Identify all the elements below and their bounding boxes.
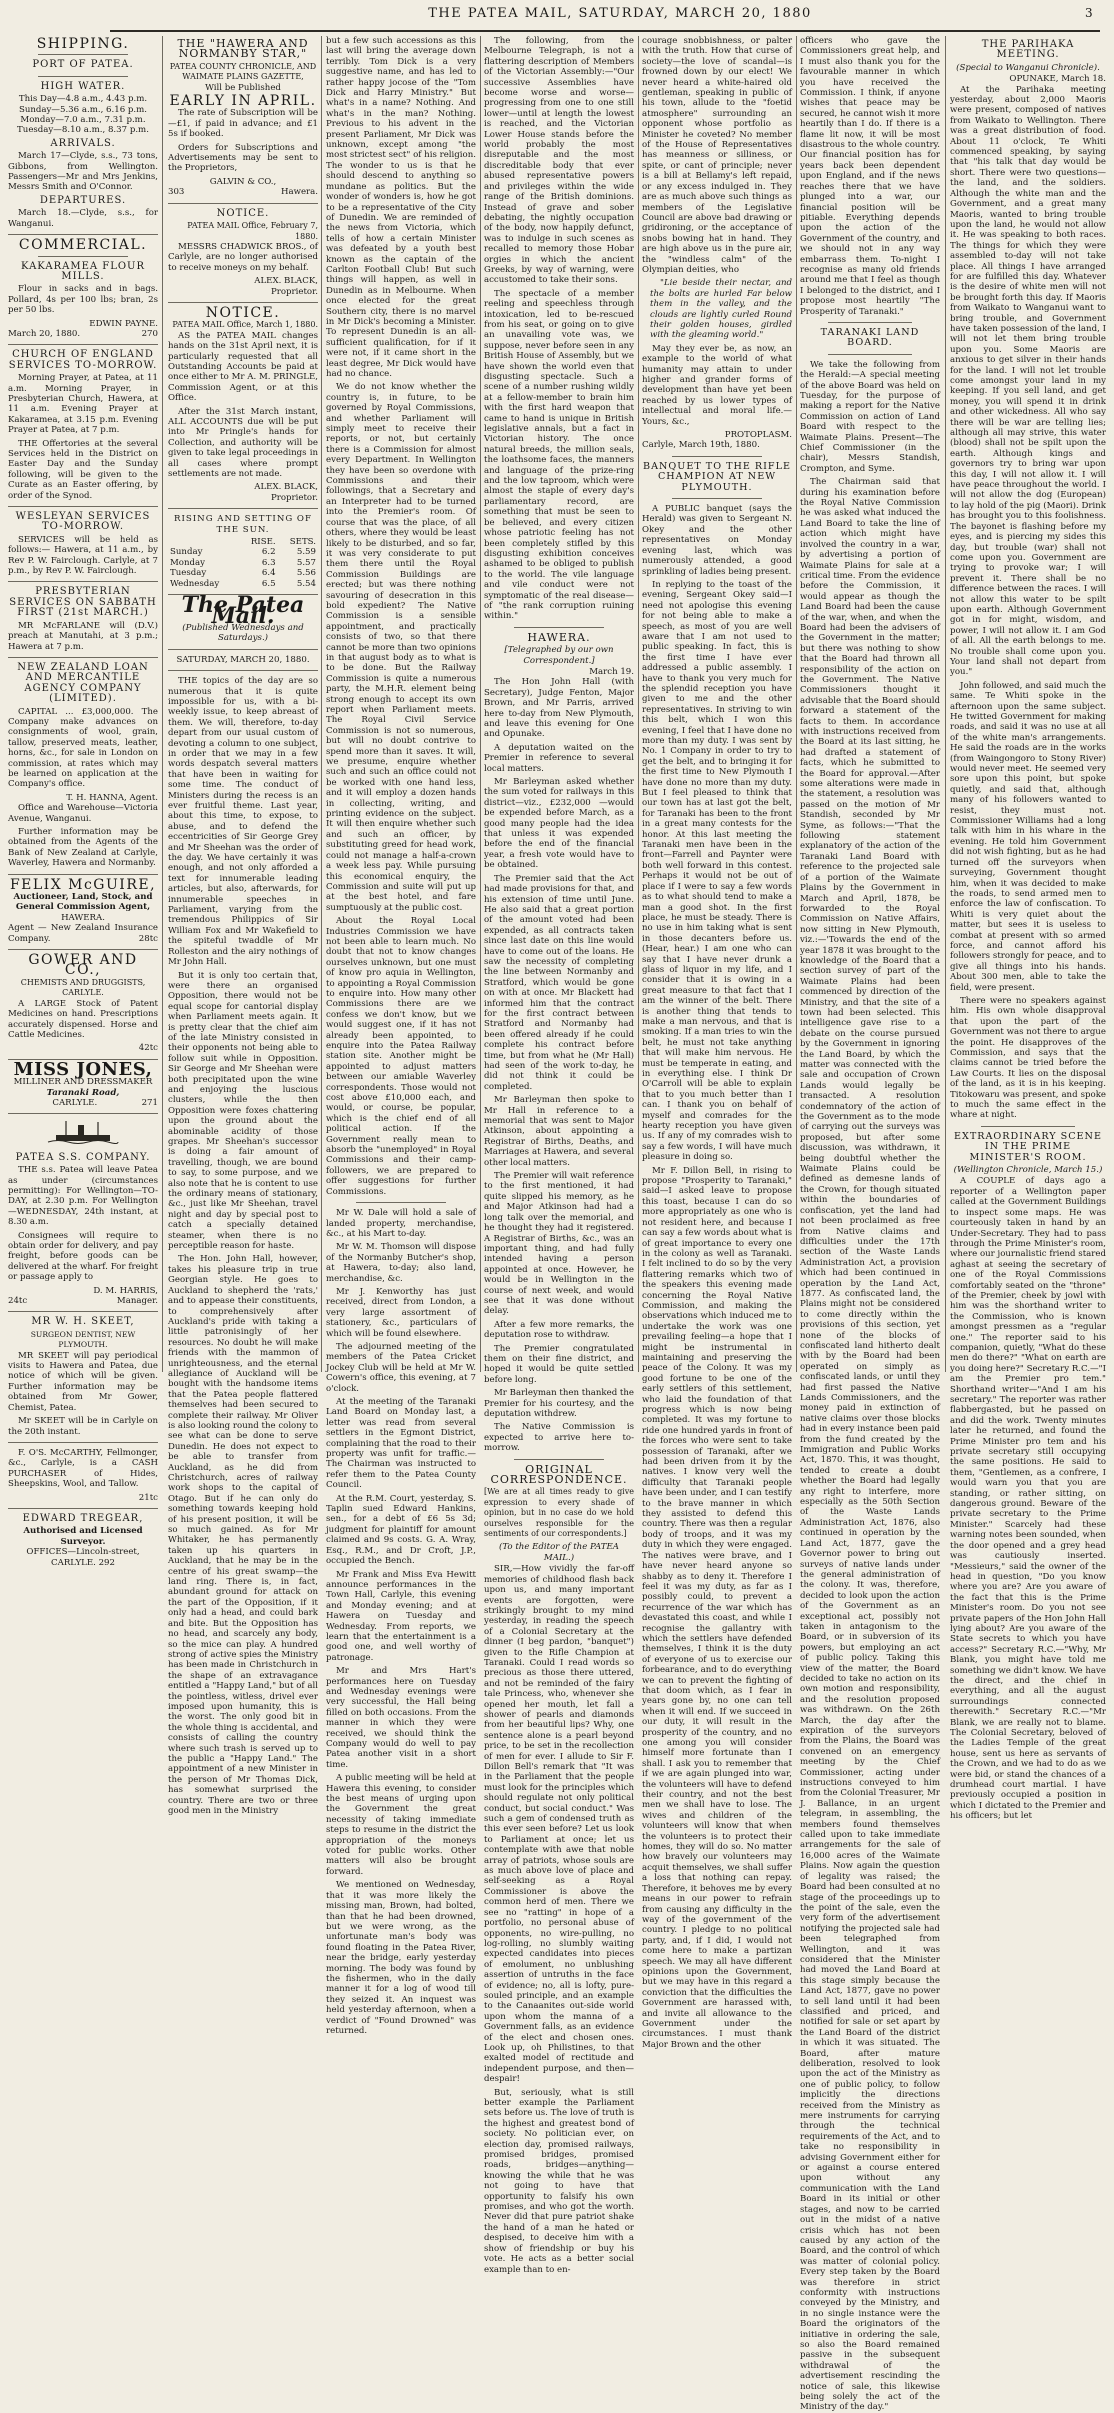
wesleyan-text: SERVICES will be held as follows:— Hawera, at 11 a.m., by Rev P. W. Fairclough. Carlyle, at 7 p.m., by Rev P. W. Fairclough. xyxy=(8,534,158,577)
notice-2-heading: NOTICE. xyxy=(205,304,281,321)
divider xyxy=(8,234,158,235)
tregear-address-line xyxy=(8,1547,158,1568)
divider xyxy=(8,344,158,345)
divider xyxy=(514,627,604,628)
hawera-sub: [Telegraphed by our own Correspondent.] xyxy=(504,645,614,666)
divider xyxy=(8,1113,158,1114)
column-rule xyxy=(480,36,481,1372)
paper-masthead: The Patea Mail. xyxy=(181,592,305,629)
hawera-star-signoff xyxy=(168,187,318,197)
notice-2-signature-title: Proprietor. xyxy=(270,492,318,503)
column-5 xyxy=(642,36,792,2050)
mills-date xyxy=(8,329,158,339)
local-item: At the meeting of the Taranaki Land Board on Monday last, a letter was read from several settlers in the Egmont District, complaining that the road to their property was unfit for traffic.—The Chairman was instructed to refer them to the Patea County Council. xyxy=(326,1397,476,1491)
high-water-line: This Day—4.8 a.m., 4.43 p.m. xyxy=(18,94,148,105)
to-editor: (To the Editor of the PATEA MAIL.) xyxy=(499,1542,619,1563)
divider xyxy=(8,874,158,875)
letter-paragraph: May they ever be, as now, an example to the world of what humanity may attain to under higher and grander forms of development than have yet been reached by us lower types of intellectual and moral life.—Yours, &c., xyxy=(642,343,792,427)
hawera-star-signature: GALVIN & CO., xyxy=(209,176,277,187)
table-cell: 5.56 xyxy=(296,568,316,579)
land-board-heading: TARANAKI LAND BOARD. xyxy=(820,326,920,349)
nzloan-heading: NEW ZEALAND LOAN AND MERCANTILE AGENCY COMPANY (LIMITED). xyxy=(17,661,149,705)
table-cell: 6.5 xyxy=(261,578,276,589)
divider xyxy=(356,1202,446,1203)
article-paragraph: A COUPLE of days ago a reporter of a Wellington paper called at the Government Buildings to inspect some maps. He was courteously taken in hand by an Under-Secretary. They had to pass through the Prime Minister's room, where our journalistic friend stared aghast at seeing the secretary of one of the Royal Commissions comfortably seated on the "throne" of the Premier, cheek by jowl with him was the shorthand writer to the Commission, who is known amongst pressmen as a "regular one." The reporter said to his companion, quietly, "What do these men do there?" "What on earth are you doing here?" Secretary R.C.—"I am the Premier pro tem." Shorthand writer—"And I am his secretary." The reporter was rather flabbergasted, but he passed on and did the work. Twenty minutes later he returned, and found the Prime Minister pro tem and his private secretary still occupying the same positions. He said to them, "Gentlemen, as a confrere, I would warn you that you are standing, or rather sitting, on dangerous ground. Beware of the private secretary to the Prime Minister." Scarcely had these warning notes been sounded, when the door opened and a grey head was cautiously inserted. "Messieurs," said the owner of the head in question, "Do you know where you are? Are you aware of the fact that this is the Prime Minister's room. Do you not see private papers of the Hon John Hall lying about? Are you aware of the State secrets to which you have access?" Secretary R.C.—"Why, Mr Blank, you might have told me something we didn't know. We have the direct, and the chief in everything, and all the august surroundings connected therewith." Secretary R.C.—"Mr Blank, we are really not to blame. The Colonial Secretary, beloved of the Ladies Temple of the great house, sent us here as servants of the Crown, and we had to do as we were bid, or stand the chances of a drumhead court martial. I have previously occupied a position in which I dictated to the Premier and his officers; but let xyxy=(950,1176,1106,1822)
mcguire-name: FELIX McGUIRE, xyxy=(9,876,157,893)
church-heading: CHURCH OF ENGLAND SERVICES TO-MORROW. xyxy=(8,349,158,371)
presbyterian-text: MR McFARLANE will (D.V.) preach at Manutahi, at 3 p.m.; Hawera at 7 p.m. xyxy=(8,620,158,652)
article-paragraph: Mr Barleyman asked whether the sum voted for railways in this district—viz., £232,000 —would be expended before March, as a good many people had the idea that unless it was expended before the end of the financial year, a fresh vote would have to be obtained. xyxy=(484,777,634,871)
article-paragraph: At the Parihaka meeting yesterday, about 2,000 Maoris were present, composed of natives from Waikato to Wellington. There was a great distribution of food. About 11 o'clock, Te Whiti commenced speaking, by saying that "his talk that day would be short. There were two questions—the land, and the soldiers. Although the white man and the Government, and a great many Maoris, wanted to bring trouble upon the land, he would not allow it. He was speaking to both races. The things for which they were assembled to-day will not take place. All things I have arranged for are fulfilled this day. Whatever is the desire of white men will not be brought forth this day. If Maoris from Waikato to Wanganui want to bring trouble, and Government have taken possession of the land, I will not let them bring trouble upon you. Some Maoris are anxious to get silver in their hands for the land. I will not let trouble come amongst your land in my keeping. If you sell land, and get money, you will spend it in drink and other wickedness. All who say there will be war are telling lies; although all may strive, this water (blood) shall not be spilt upon the earth. Although kings and governors try to bring war upon this day, I will not allow it. I will have peace throughout the world. I will not allow the dog (European) to lay hold of the pig (Maori). Drink has brought you to this foolishness. The bayonet is flashing before my eyes, and is piercing my sides this day, but trouble (war) shall not come upon you. Government are trying to provoke war; I will prevent it. There shall be no difference between the races. I will not allow this water to be spilt upon earth. Although Government got in for might, wisdom, and power, I will not allow it. I am God of all. All the earth belongs to me. No trouble shall come upon you. Your land shall not depart from you." xyxy=(950,84,1106,678)
steamship-note: Consignees will require to obtain order for delivery, and pay freight, before goods can be delivered at the wharf. For freight or passage apply to xyxy=(8,1230,158,1283)
hawera-heading: HAWERA. xyxy=(527,630,591,644)
mills-text: Flour in sacks and in bags. Pollard, 4s per 100 lbs; bran, 2s per 50 lbs. xyxy=(8,284,158,316)
article-paragraph: A PUBLIC banquet (says the Herald) was given to Sergeant N. Okey and the other representatives on Monday evening last, which was numerously attended, a good sprinkling of ladies being present. xyxy=(642,504,792,577)
letter-signature: PROTOPLASM. xyxy=(724,430,792,441)
hawera-star-sub: PATEA COUNTY CHRONICLE, AND WAIMATE PLAINS GAZETTE, xyxy=(169,61,317,82)
high-water-heading: HIGH WATER. xyxy=(40,80,126,92)
notice-1-signature-title: Proprietor. xyxy=(270,286,318,297)
local-item: Mr Frank and Miss Eva Hewitt announce performances in the Town Hall, Carlyle, this evening and Monday evening; and at Hawera on Tuesday and Wednesday. From reports, we learn that the entertainment is a good one, and well worthy of patronage. xyxy=(326,1569,476,1663)
head-rule xyxy=(110,30,1100,32)
mills-ad-number: 270 xyxy=(141,328,158,339)
gower-sub: CHEMISTS AND DRUGGISTS, CARLYLE. xyxy=(20,977,146,998)
article-paragraph: About the Royal Local Industries Commission we have not been able to learn much. No doubt that not to know changes ourselves unknown, but one must of know pro aquia in Wellington, to appointing a Royal Commission to enquire into. How many other Commissions there are we confess we don't know, but we would suggest one, if it has not already been appointed, to enquire into the Patea Railway station site. Another might be appointed to adjust matters between our amiable Waverley correspondents. Those would not cost above £10,000 each, and would, or course, be popular, which is the chief end of all political action. If the Government really mean to absorb the "unemployed" in Royal Commissions and their camp-followers, we are prepared to offer suggestions for further Commissions. xyxy=(326,916,476,1197)
table-cell: Sunday xyxy=(170,547,203,558)
high-water-line: Tuesday—8.10 a.m., 8.37 p.m. xyxy=(17,125,149,136)
table-cell: 5.57 xyxy=(296,557,316,568)
divider xyxy=(8,1508,158,1509)
column-2 xyxy=(168,36,318,1816)
arrivals-heading: ARRIVALS. xyxy=(50,137,116,149)
table-row xyxy=(168,579,318,589)
table-cell: Wednesday xyxy=(170,578,220,589)
article-paragraph: The Native Commission is expected to arrive here to-morrow. xyxy=(484,1422,634,1454)
divider xyxy=(8,949,158,950)
divider xyxy=(168,508,318,509)
running-head: THE PATEA MAIL, SATURDAY, MARCH 20, 1880 xyxy=(428,6,812,21)
divider xyxy=(514,1459,604,1460)
table-cell: 6.2 xyxy=(261,547,276,558)
article-paragraph: In replying to the toast of the evening, Sergeant Okey said—I need not apologise this evening for not being able to make a speech, as most of you are well aware that I am not used to public speaking. In fact, this is the first time I have ever addressed a public assembly. I have to thank you very much for the splendid reception you have given to me and the other representatives. In striving to win this belt, which I won this evening, I feel that I have done no more than my duty. I was sent by No. 1 Company in order to try to get the belt, and to bringing it for the first time to New Plymouth I have done no more than my duty. But I feel pleased to think that our town has at last got the belt, for Taranaki has been to the front in a great many contests for the honor. At this last meeting the Taranaki men have been in the front—Farrell and Paynter were both well forward in this contest. Perhaps it would not be out of place if I were to say a few words as to what should tend to make a man a good shot. In the first place, he must be steady. There is no use in him taking what is sent in those decanters before us. (Hear, hear.) I am one who can say that I have never drunk a glass of liquor in my life, and I consider that it is owing in a great measure to that fact that I am the winner of the belt. There is another thing that tends to make a man nervous, and that is smoking. If a man tries to win the belt, he must not take anything that will make him nervous. He must be temperate in eating, and in everything else. I think Dr O'Carroll will be able to explain that to you much better than I can. I thank you on behalf of myself and comrades for the hearty reception you have given us. If any of my comrades wish to say a few words, I will have much pleasure in doing so. xyxy=(642,579,792,1163)
local-item: Mr W. M. Thomson will dispose of the Normanby Butcher's shop, at Hawera, to-day; also land, merchandise, &c. xyxy=(326,1242,476,1284)
parihaka-sub: (Special to Wanganui Chronicle). xyxy=(956,62,1100,73)
divider xyxy=(38,256,128,257)
sun-table xyxy=(168,537,318,589)
table-row xyxy=(168,568,318,578)
column-3 xyxy=(326,36,476,2036)
correspondence-heading: ORIGINAL CORRESPONDENCE. xyxy=(490,1462,628,1487)
nzloan-signature: T. H. HANNA, Agent. xyxy=(66,792,158,803)
article-paragraph: but a few such accessions as this last will bring the average down terribly. Tom Dick is a very suggestive name, and has led to rather happy jocose of the "Tom Dick and Harry Ministry." But what's in a name? Nothing. And what's in the man? Nothing. Previous to his advent in the present Parliament, Mr Dick was unknown, except among "the most strictest sect" of his religion. The wonder to us is that he should descend to anything so mundane as politics. But the wonder of wonders is, how he got to be a representative of the City of Dunedin. We are reminded of the news from Victoria, which tells of how a certain Minister was defeated by a youth best known as the captain of the Carlton Football Club! But such things will happen, as well in Dunedin as in Melbourne. When once elected for the great Southern city, there is no marvel in Mr Dick's becoming a Minister. To represent Dunedin is an all-sufficient qualification, for if it were not, if it came short in the least degree, Mr Dick would have had no chance. xyxy=(326,36,476,379)
leader-date: SATURDAY, MARCH 20, 1880. xyxy=(176,654,310,665)
column-rule xyxy=(321,36,322,1372)
commercial-heading: COMMERCIAL. xyxy=(18,237,148,254)
notice-2-text: AS the PATEA MAIL changes hands on the 31st April next, it is particularly requested that all Outstanding Accounts be paid at once either to Mr A. M. PRINGLE, Commission Agent, or at this Office. xyxy=(168,330,318,404)
notice-1-date: PATEA MAIL Office, February 7, 1880. xyxy=(187,221,318,241)
high-water-line: Sunday—5.36 a.m., 6.16 p.m. xyxy=(18,104,148,115)
mcguire-agent-text: Agent — New Zealand Insurance Company. xyxy=(8,923,158,944)
hawera-star-ad-number: 303 xyxy=(168,187,185,198)
steamship-text: THE s.s. Patea will leave Patea as under (circumstances permitting): For Wellington—TO-DAY, at 2.30 p.m. For Wellington—WEDNESDAY, 24th instant, at 8.30 a.m. xyxy=(8,1165,158,1228)
steamship-illustration xyxy=(8,1119,158,1148)
divider xyxy=(981,1126,1075,1127)
verse-quote: "Lie beside their nectar, and the bolts are hurled Far below them in the valley, and the clouds are lightly curled Round their golden houses, girdled with the gleaming world." xyxy=(650,278,792,341)
column-rule xyxy=(162,36,163,1372)
arrivals-text: March 17—Clyde, s.s., 73 tons, Gibbons, from Wellington. Passengers—Mr and Mrs Jenkins, Messrs Smith and O'Connor. xyxy=(8,151,158,193)
nzloan-address: Office and Warehouse—Victoria Avenue, Wanganui. xyxy=(8,803,158,824)
notice-2-signature: ALEX. BLACK, xyxy=(254,482,318,493)
table-row xyxy=(168,547,318,557)
parihaka-dateline: OPUNAKE, March 18. xyxy=(1009,74,1106,85)
hawera-date: March 19. xyxy=(589,666,634,677)
article-paragraph: The spectacle of a member reeling and speechless through intoxication, led to be-rescued from his seat, or going on to give an unavailing vote was, we suppose, never before seen in any British House of Assembly, but we have shown the world even that disgusting spectacle. Such a scene of a number rushing wildly at a fellow-member to brain him with the first hard weapon that came to hand is unique in British legislative annals, but a fact in Victorian history. The once natural breeds, the million seals, the loathsome faces, the manners and language of the prize-ring and the low taproom, which were almost the staple of every day's parliamentary record, are something that must be seen to be believed, and every citizen whose patriotic feeling has not been completely stifled by this disgusting exhibition conceives ashamed to be obliged to publish to the world. The vile language and vile conduct were not symptomatic of the real disease—of "the rank corruption ruining within." xyxy=(484,288,634,622)
local-item: A public meeting will be held at Hawera this evening, to consider the best means of urging upon the Government the great necessity of taking immediate steps to resume in the district the appropriation of the moneys voted for public works. Other matters will also be brought forward. xyxy=(326,1773,476,1877)
column-rule xyxy=(638,36,639,1372)
local-item: The adjourned meeting of the members of the Patea Cricket Jockey Club will be held at Mr W. Cowern's office, this evening, at 7 o'clock. xyxy=(326,1341,476,1394)
article-paragraph: Mr Barleyman then thanked the Premier for his courtesy, and the deputation withdrew. xyxy=(484,1388,635,1419)
local-item: Mr and Mrs Hart's performances here on Tuesday and Wednesday evenings were very successful, the Hall being filled on both occasions. From the manner in which they were received, we should think the Company would do well to pay Patea another visit in a short time. xyxy=(326,1666,476,1770)
skeet-sub: SURGEON DENTIST, NEW PLYMOUTH. xyxy=(30,1329,136,1350)
hawera-star-text: The rate of Subscription will be—£1, if paid in advance; and £1 5s if booked. xyxy=(168,108,318,140)
table-header-cell xyxy=(168,537,239,547)
column-rule xyxy=(945,36,946,1372)
hawera-star-place: Hawera. xyxy=(280,187,318,198)
shipping-heading: SHIPPING. xyxy=(36,36,130,52)
divider xyxy=(168,670,318,671)
local-item: We mentioned on Wednesday, that it was more likely the missing man, Brown, had bolted, than that he had been drowned, but we were wrong, as the unfortunate man's body was found floating in the Patea River, near the bridge, early yesterday morning. The body was found by the fishermen, who in the daily manner it for a log of wood till they seized it. An inquest was held yesterday afternoon, when a verdict of "Found Drowned" was returned. xyxy=(326,1880,476,2036)
correspondence-note: [We are at all times ready to give expression to every shade of opinion, but in no case do we hold ourselves responsible for the sentiments of our correspondents.] xyxy=(484,1487,634,1539)
nzloan-text: CAPITAL ... £3,000,000. The Company make advances on consignments of wool, grain, tallow, preserved meats, leather, horns, &c., for sale in London on commission, at rates which may be learned on application at the Company's office. xyxy=(8,706,158,790)
table-cell: 6.4 xyxy=(261,568,276,579)
jones-road: Taranaki Road, xyxy=(46,1087,120,1098)
column-1 xyxy=(8,36,158,1568)
skeet-text: MR SKEET will pay periodical visits to Hawera and Patea, due notice of which will be given. Further information may be obtained from Mr Gower, Chemist, Patea. xyxy=(8,1350,158,1413)
jones-place-line xyxy=(8,1098,158,1108)
table-header-cell: RISE. xyxy=(250,537,276,548)
mills-heading: KAKARAMEA FLOUR MILLS. xyxy=(21,260,145,282)
steamship-company-heading: PATEA S.S. COMPANY. xyxy=(15,1151,151,1163)
hawera-star-heading: THE "HAWERA AND NORMANBY STAR," xyxy=(177,37,309,61)
table-row xyxy=(168,558,318,568)
port-heading: PORT OF PATEA. xyxy=(32,59,134,71)
local-item: Mr W. Dale will hold a sale of landed property, merchandise, &c., at his Mart to-day. xyxy=(326,1208,476,1239)
notice-1-heading: NOTICE. xyxy=(216,207,270,219)
table-header-cell: SETS. xyxy=(289,537,316,548)
table-cell: 5.54 xyxy=(296,578,316,589)
divider xyxy=(672,498,762,499)
notice-2-date: PATEA MAIL Office, March 1, 1880. xyxy=(172,320,318,330)
banquet-heading: BANQUET TO THE RIFLE CHAMPION AT NEW PLYMOUTH. xyxy=(643,460,791,493)
gower-ad-number: 42tc xyxy=(138,1043,158,1054)
mcguire-agent xyxy=(8,923,158,944)
article-paragraph: There were no speakers against him. His own whole disapproval that upon the part of the Government was not there to argue the point. He disapproves of the Commission, and says that the claims cannot be tried before the Law Courts. It lies on the disposal of the land, as it is in his keeping. Titokowaru was present, and spoke to much the same effect in the whare at night. xyxy=(950,995,1106,1121)
divider xyxy=(168,649,318,650)
divider xyxy=(8,581,158,582)
column-4 xyxy=(484,36,635,2275)
mills-date-text: March 20, 1880. xyxy=(8,328,81,339)
extraordinary-heading: EXTRAORDINARY SCENE IN THE PRIME MINISTER'S ROOM. xyxy=(954,1130,1102,1163)
wesleyan-heading: WESLEYAN SERVICES TO-MORROW. xyxy=(15,511,151,533)
extraordinary-sub: (Wellington Chronicle, March 15.) xyxy=(953,1165,1103,1176)
divider xyxy=(828,354,912,355)
paper-masthead-sub: (Published Wednesdays and Saturdays.) xyxy=(182,622,304,644)
mills-signature: EDWIN PAYNE. xyxy=(89,318,158,329)
divider xyxy=(8,1442,158,1443)
table-cell: 5.59 xyxy=(296,547,316,558)
jones-ad-number: 271 xyxy=(141,1097,158,1108)
article-paragraph: The Premier congratulated them on their fine district, and hoped it would be quite settled before long. xyxy=(484,1343,634,1385)
table-cell: Monday xyxy=(170,557,205,568)
letter-paragraph: But, seriously, what is still better example the Parliament sets before us. The love of truth is the highest and greatest bond of society. No politician ever, on election day, promised railways, promised bridges, promised roads, bridges—anything—knowing the while that he was not going to have that opportunity to falsify his own promises, and who got the worth. Never did that pure patriot shake the hand of a man he hated or despised, to deceive him with a show of friendship or buy his vote. He acts as a better social example than to en- xyxy=(484,2087,634,2275)
steamship-icon xyxy=(48,1119,118,1145)
divider xyxy=(8,657,158,658)
hawera-star-when: EARLY IN APRIL. xyxy=(169,93,317,110)
tregear-address: OFFICES—Lincoln-street, CARLYLE. xyxy=(26,1547,140,1568)
jones-heading: MISS JONES, xyxy=(13,1058,153,1080)
divider xyxy=(828,322,912,323)
article-paragraph: Mr Barleyman then spoke to Mr Hall in reference to a memorial that was sent to Major Atkinson, about appointing a Registrar of Births, Deaths, and Marriages at Hawera, and several other local matters. xyxy=(484,1095,634,1168)
divider xyxy=(38,76,128,77)
sun-table-heading: RISING AND SETTING OF THE SUN. xyxy=(174,514,312,535)
hawera-star-pub: Will be Published xyxy=(205,82,281,93)
steamship-signature: D. M. HARRIS, xyxy=(93,1285,158,1296)
letter-paragraph: SIR,—How vividly the far-off memories of childhood flash back upon us, and many important events are forgotten, were strikingly brought to my mind yesterday, in reading the speech of a Colonial Secretary at the dinner (I beg pardon, "banquet") given to the Rifle Champion at Taranaki. Could I read words so precious as those there uttered, and not be reminded of the fairy tale Princess, who, whenever she opened her mouth, let fall a shower of pearls and diamonds from her beautiful lips? Why, one sentence alone is a pearl beyond price, to be set in the recollection of men for ever. I allude to Sir F. Dillon Bell's remark that "It was in the Parliament that the people must look for the principles which should regulate not only political conduct, but social conduct." Was such a gem of condensed truth as this ever seen before? Let us look to Parliament at once; let us contemplate with awe that noble array of patriots, whose souls are as much above love of place and self-seeking as a Royal Commissioner is above the common herd of men. There we see no "ratting" in hope of a portfolio, no personal abuse of opponents, no wire-pulling, no log-rolling, no slumbly waiting expected candidates into pieces of emolument, no unblushing assertion of untruths in the face of evidence; no, all is lofty, pure-souled principle, and an example to the Canaanites out-side world upon whom the manna of a Government falls, as an evidence of the elect and chosen ones. Look up, oh Philistines, to that exalted model of rectitude and independent purpose, and then—despair! xyxy=(484,1564,634,2085)
article-paragraph: The Premier will wait reference to the first mentioned, it had quite slipped his memory, as he and Major Atkinson had had a long talk over the memorial, and he thought they had it registered. A Registrar of Births, &c., was an important thing, and had fully intended having a person appointed at once. However, he would be in Wellington in the course of next week, and would see that it was done without delay. xyxy=(484,1171,634,1317)
departures-text: March 18.—Clyde, s.s., for Wanganui. xyxy=(8,208,158,229)
article-paragraph: John followed, and said much the same. Te Whiti spoke in the afternoon upon the same subject. He twitted Government for making roads, and said it was no use at all of the white man's arrangements. He said the roads are in the works (from Waingongoro to Stony River) would never meet. He seemed very sore upon this point, but spoke quietly, and said that, although many of his followers wanted to resist, they must not. Commissioner Williams had a long talk with him in his whare in the evening. He told him Government did not wish fighting, but as he had turned off the surveyors when surveying, Government thought him, when it was decided to make the roads, to send armed men to enforce the law of confiscation. To Whiti is very quiet about the matter, but sees it is useless to combat at present with so armed force, and cannot afford his followers strongly for peace, and to give all things into his hands. About 300 men, able to take the field, were present. xyxy=(950,680,1106,993)
hawera-star-orders: Orders for Subscriptions and Advertisements may be sent to the Proprietors, xyxy=(168,142,318,174)
page-number: 3 xyxy=(1085,6,1093,20)
column-7 xyxy=(950,36,1106,1822)
presbyterian-heading: PRESBYTERIAN SERVICES ON SABBATH FIRST (21st MARCH.) xyxy=(9,586,157,619)
parihaka-heading: THE PARIHAKA MEETING. xyxy=(981,39,1075,61)
notice-1-text: MESSRS CHADWICK BROS., of Carlyle, are no longer authorised to receive moneys on my behalf. xyxy=(168,241,318,273)
local-item: At the R.M. Court, yesterday, S. Taplin sued Edward Hankins, sen., for a debt of £6 5s 3d; judgment for plaintiff for amount claimed and 9s costs. G. A. Wray, Esq., R.M., and Dr Croft, J.P., occupied the Bench. xyxy=(326,1493,476,1567)
leader-paragraph: But it is only too certain that, were there an organised Opposition, there would not be equal scope for cantorial display when Parliament meets again. It is pretty clear that the chief aim of the late Ministry consisted in their opponents not being able to follow suit while in Opposition. Sir George and Mr Sheehan were both precipitated upon the wine and enjoying the luscious clusters, while the then Opposition were foxes chattering upon the ground about the abominable acidity of those grapes. Mr Sheehan's successor is doing a fair amount of travelling, though, we are bound to say, to some purpose, and we also note that he is content to use the ordinary means of stationary, &c., just like Mr Sheehan, travel night and day by special post to catch a specially detained steamer, when there is no perceptible reason for haste. xyxy=(168,970,318,1252)
column-6 xyxy=(800,36,940,2413)
steamship-signoff xyxy=(8,1296,158,1306)
steamship-signature-title: Manager. xyxy=(116,1296,158,1307)
notice-2-text-2: After the 31st March instant, ALL ACCOUNTS due will be put into Mr Pringle's hands for Collection, and authority will be given to take legal proceedings in all cases where prompt settlements are not made. xyxy=(168,406,318,480)
article-paragraph: The Chairman said that during his examination before the Royal Native Commission he was asked what induced the Land Board to take the line of action which might have involved the country in a war, by advertising a portion of Waimate Plains for sale at a critical time. From the evidence before the Commission, it would appear as though the Land Board had been the cause of the war, when, and when the Board had been the advisers of the Government in the matter; but there was nothing to show that the Board had thrown all responsibility of the action on the Government. The Native Commissioners thought it advisable that the Board should forward a statement of the facts to them. In accordance with instructions received from the Board at its last sitting, he had drafted a statement of facts, which he submitted to the Board for approval.—After some alterations were made in the statement, a resolution was passed on the motion of Mr Standish, seconded by Mr Syme, as follows:—"That the following statement explanatory of the action of the Taranaki Land Board with reference to the projected sale of a portion of the Waimate Plains by the Government in March and April, 1878, be forwarded to the Royal Commission on Native Affairs, now sitting in New Plymouth, viz.:—'Towards the end of the year 1878 it was brought to the knowledge of the Board that a section survey of part of the Waimate Plains had been commenced by direction of the Ministry, and that the site of a town had been selected. This intelligence gave rise to a debate on the course pursued by the Government in ignoring the Land Board, by which the matter was connected with the sale and occupation of Crown Lands would legally be transacted. A resolution condemnatory of the action of the Government as to the mode of carrying out the surveys was proposed, but after some discussion, was withdrawn, it being doubtful whether the Waimate Plains could be defined as demesne lands of the Crown, for though situated within the boundaries of confiscation, yet the land had not been proclaimed as free from Native claims and difficulties under the 17th section of the Waste Lands Administration Act, a provision which had been continued in operation by the Land Act, 1877. As confiscated land, the Plains might not be considered to come directly within the provisions of this section, yet none of the blocks of confiscated land hitherto dealt with by the Board had been operated on simply as confiscated lands, or until they had first passed the Native Lands Commissioners, and the money paid in extinction of native claims over those blocks had in every instance been paid from the fund created by the Immigration and Public Works Act, 1870. This, it was thought, tended to create a doubt whether the Board had legally any right to interfere, more especially as the 50th Section of the Waste Lands Administration Act, 1876, also continued in operation by the Land Act, 1877, gave the Governor power to bring out surveys of native lands under the general administration of the colony. It was, therefore, decided to look upon the action of the Government as an exceptional act, possibly not taken in antagonism to the Board, or in subversion of its powers, but employing an act of public policy. Taking this view of the matter, the Board decided to take no action on its own motion and responsibility, and the resolution proposed was withdrawn. On the 26th March, the day after the expiration of the surveyors from the Plains, the Board was convened on an emergency meeting by the Chief Commissioner, acting under instructions conveyed to him from the Colonial Treasurer, Mr J. Ballance, in an urgent telegram, in assembling, the members found themselves called upon to take immediate arrangements for the sale of 16,000 acres of the Waimate Plains. Now again the question of legality was raised; the Board had been consulted at no stage of the proceedings up to the point of the sale, even the very form of the advertisement notifying the projected sale had been telegraphed from Wellington, and it was considered that the Minister had moved the Land Board at this stage simply because the Land Act, 1877, gave no power to sell land until it had been classified and priced, and notified for sale or set apart by the Land Board of the district in which it was situated. The Board, after mature deliberation, resolved to look upon the act of the Ministry as one of public policy, to follow implicitly the directions received from the Ministry as mere instruments for carrying through the technical requirements of the Act, and to take no responsibility in advising Government either for or against a course entered upon without any communication with the Land Board in its initial or other stages, and now to be carried out in the midst of a native crisis which has not been caused by any action of the Board, and the control of which was matter of colonial policy. Every step taken by the Board was therefore in strict conformity with instructions conveyed by the Ministry, and in no single instance were the Board the originators of the initiative in ordering the sale, so also the Board remained passive in the subsequent withdrawal of the advertisement rescinding the notice of sale, this likewise being solely the act of the Ministry of the day." xyxy=(800,477,940,2413)
church-text: Morning Prayer, at Patea, at 11 a.m. Morning Prayer, in Presbyterian Church, Hawera, at 11 a.m. Evening Prayer at Kakaramea, at 3.15 p.m. Evening Prayer at Patea, at 7 p.m. xyxy=(8,373,158,436)
steamship-ad-number: 24tc xyxy=(8,1296,28,1307)
letter-paragraph: courage snobbishness, or palter with the truth. How that curse of society—the love of scandal—is frowned down by our elect! We never heard a white-haired old gentleman, speaking in public of his town, allude to the "foetid atmosphere" surrounding an opponent whose portfolio as Minister he coveted? No member of the House of Representatives has meanness or silliness, or spite, or cant of principle; never is a bill at Bellamy's left repaid, or any excess indulged in. They are as much above such things as members of the Legislative Council are above bad drawing or gridironing, or the acceptance of snobs bowing hat in hand. They are high above us in the pure air, the "windless calm" of the Olympian deities, who xyxy=(642,36,792,275)
divider xyxy=(8,1311,158,1312)
jones-sub: MILLINER AND DRESSMAKER xyxy=(13,1077,153,1088)
article-paragraph: We do not know whether the country is, in future, to be governed by Royal Commissions, and whether Parliament will simply meet to receive their reports, or not, but certainly there is a Commission for almost every Department. In Wellington they have been so overdone with Commissions and their followings, that a Secretary and an Interpreter had to be turned into the Premier's room. Of course that was the place, of all others, where they would be least likely to be disturbed, and so far, it was very considerate to put them there until the Royal Commission Buildings are erected; but was there nothing savouring of desecration in this bold expedient? The Native Commission is a sensible appointment, and practically consists of two, so that there cannot be more than two opinions in that august body as to what is to be done. But the Railway Commission is quite a numerous party, the M.H.R. element being strong enough to accept its own report when Parliament meets. The Royal Civil Service Commission is not so numerous, but will no doubt contrive to spend more than it saves. It will, we presume, enquire whether such and such an office could not be worked with one hand less, and it will employ a dozen hands in collecting, writing, and printing evidence on the subject. It will then enquire whether such and such an officer, by substituting greed for head work, could not manage a half-a-crown a week less pay. While pursuing this economical enquiry, the Commission and suite will put up at the best hotel, and fare sumptuously at the public cost. xyxy=(326,382,476,913)
table-cell: 6.3 xyxy=(261,557,276,568)
tregear-heading: EDWARD TREGEAR, xyxy=(22,1512,144,1524)
divider xyxy=(8,506,158,507)
tregear-ad-number: 292 xyxy=(98,1557,115,1568)
notice-1-signature: ALEX. BLACK, xyxy=(254,276,318,287)
mcguire-title: Auctioneer, Land, Stock, and General Commission Agent, xyxy=(13,892,153,913)
nzloan-note: Further information may be obtained from the Agents of the Bank of New Zealand at Carlyle, Waverley, Hawera and Normanby. xyxy=(8,827,158,869)
article-paragraph: The Hon John Hall (with Secretary), Judge Fenton, Major Brown, and Mr Parris, arrived here to-day from New Plymouth, and leave this evening for One and Opunake. xyxy=(484,677,634,740)
article-paragraph: A deputation waited on the Premier in reference to several local matters. xyxy=(484,742,634,774)
leader-paragraph: The Hon. John Hall, however, takes his pleasure trip in true Georgian style. He goes to Auckland to shepherd the 'rats,' and to appease their constituents, to comprehensively after Auckland's pride with taking a little patronisingly of her resources. No doubt he will make friends with the mammon of unrighteousness, and the eternal allegiance of Auckland will be bought with the handsome items that the Patea people flattered themselves had been secured to complete their railway. Mr Oliver is also looking round the colony to see what can be done to serve Dunedin. He does not expect to be able to transfer from Auckland, as he did from Christchurch, acres of railway work shops to the capital of Otago. But if he can only do something towards keeping hold of his present position, it will be so much gained. As for Mr Whitaker, he has permanently taken up his quarters in Auckland, that he may be in the centre of his great swamp—the land ring. There is, in fact, abundant ground for attack on the part of the Opposition, if it only had a head, and could bark and bite. But the Opposition has no head, and scarcely any body, so the mice can play. A hundred strong of active spies the Ministry has been made in Christchurch in the shape of an extravagance entitled a "Happy Land," but of all the pointless, witless, drivel ever imposed upon humanity, this is the worst. The only good bit in the whole thing is accidental, and consists of calling the country where such trash is served up to the public a "Happy Land." The appointment of a new Minister in the person of Mr Thomas Dick, has somewhat surprised the country. There are two or three good men in the Ministry xyxy=(168,1254,318,1816)
mccarthy-ad-number: 21tc xyxy=(138,1492,158,1503)
leader-paragraph: THE topics of the day are so numerous that it is quite impossible for us, with a bi-weekly issue, to keep abreast of them. We will, therefore, to-day depart from our usual custom of devoting a column to one subject, in order that we may in a few words despatch several matters that have been in waiting for some time. The conduct of Ministers during the recess is an ever fruitful theme. Last year, about this time, to expose, to abuse, and to defend the eccentricities of Sir George Grey and Mr Sheehan was the order of the day. We have certainly it was enough, and not only afforded a text for innumerable leading articles, but also, afterwards, for innumerable speeches in Parliament, varying from the tremendous Philippics of Sir William Fox and Mr Wakefield to the spiteful twaddle of Mr Rolleston and the airy nothings of Mr John Hall. xyxy=(168,676,318,968)
departures-heading: DEPARTURES. xyxy=(39,194,127,206)
mcguire-place: HAWERA. xyxy=(61,912,105,923)
divider xyxy=(168,203,318,204)
column-rule xyxy=(796,36,797,1372)
divider xyxy=(168,302,318,303)
letter-signature-place: Carlyle, March 19th, 1880. xyxy=(642,440,760,451)
local-item: Mr J. Kenworthy has just received, direct from London, a very large assortment of stationery, &c., particulars of which will be found elsewhere. xyxy=(326,1286,476,1339)
table-cell: Tuesday xyxy=(170,568,207,579)
tregear-sub: Authorised and Licensed Surveyor. xyxy=(23,1526,143,1547)
article-paragraph: Mr F. Dillon Bell, in rising to propose "Prosperity to Taranaki," said—I asked leave to propose this toast, because I can do so more appropriately as one who is not resident here, and because I can say a few words about what is of great importance to every one in the colony as well as Taranaki. I felt inclined to do so by the very flattering remarks which two of the speakers this evening made concerning the Royal Native Commission, and making the observations which induced me to undertake the work was one prevailing feeling—a hope that I might be instrumental in maintaining and preserving the peace of the Colony. It was my good fortune to be one of the early settlers of this settlement, who laid the foundation of that progress which is now being completed. It was my fortune to ride one hundred yards in front of the forces who were sent to take possession of Taranaki, after we had been driven from it by the natives. I know very well the difficulty that Taranaki people have been under, and I can testify to the brave manner in which they assisted to defend this country. There was then a regular body of troops, and it was my duty in which they were engaged. The natives were brave, and I have never heard anyone so shabby as to deny it. Therefore I feel it was my duty, as far as I possibly could, to prevent a recurrence of the war which has devastated this coast, and while I recognise the gallantry with which the settlers have defended themselves, I think it is the duty of everyone of us to exercise our forbearance, and to do everything we can to prevent the fighting of that doom which, as I fear in years gone by, no one can tell when it will end. If we succeed in our duty, it will result in the prosperity of the country, and no one among you will consider himself more fortunate than I shall. I ask you to remember that if we are again plunged into war, the volunteers will have to defend their country, and not the best men we shall have to lose. The wives and children of the volunteers will know that when the volunteers is to protect their homes, they will do so. No matter how bravely our volunteers may acquit themselves, we shall suffer a loss that nothing can repay. Therefore, it behoves me by every means in our power to refrain from causing any difficulty in the way of the government of the country. I pledge to no political party, and, if I did, I would not come here to make a partizan speech. We may all have different opinions upon the Government, but we may have in this regard a conviction that the difficulties the Government are harassed with, and invite all allowance to the Government under the circumstances. I must thank Major Brown and the other xyxy=(642,1165,792,2050)
divider xyxy=(38,54,128,55)
gower-heading: GOWER AND CO., xyxy=(28,952,138,979)
skeet-heading: MR W. H. SKEET, xyxy=(31,1316,135,1328)
mcguire-ad-number: 28tc xyxy=(138,933,158,944)
jones-place: CARLYLE. xyxy=(52,1097,98,1108)
divider xyxy=(672,456,762,457)
article-paragraph: The following, from the Melbourne Telegraph, is not a flattering description of Members of the Victorian Assembly:—"Our successive Assemblies have become worse and worse—progressing from one to one still lower—until at length the lowest is reached, and the Victorian Lower House stands before the world probably the most disreputable and the most discreditable body that ever abused representative powers and privileges within the wide range of the British dominions. Instead of grave and sober debating, the nightly occupation of the body, now happily defunct, was to indulge in such scenes as recalled to memory those Hobar orgies in which the ancient Greeks, by way of warning, were accustomed to take their sons. xyxy=(484,36,634,286)
gower-text: A LARGE Stock of Patent Medicines on hand. Prescriptions accurately dispensed. Horse and Cattle Medicines. xyxy=(8,998,158,1040)
mccarthy-text: F. O'S. McCARTHY, Fellmonger, &c., Carlyle, is a CASH PURCHASER of Hides, Sheepskins, Wool, and Tallow. xyxy=(8,1447,158,1490)
article-paragraph: The Premier said that the Act had made provisions for that, and his extension of time until June. He also said that a great portion of the amount voted had been expended, as all contracts taken since last date on this line would have to come out of the loans. He saw the necessity of completing the line between Normanby and Stratford, which would be gone on with at once. Mr Blackett had informed him that the contract for the first contract between Stratford and Normanby had been offered already if he could complete his contract before time, but from what he (Mr Hall) had seen of the work to-day, he did not think it could be completed. xyxy=(484,873,634,1092)
article-paragraph: officers who gave the Commissioners great help, and I must also thank you for the favourable manner in which you have received the Commission. I think, if anyone wishes that peace may be secured, he cannot wish it more heartily than I do. If there is a flame lit now, it will be most disastrous to the whole country. Our financial position has for years back been dependent upon England, and if the news reaches there that we have plunged into a war, our financial position will be pitiable. Everything depends upon the action of the Government of the country, and we should not in any way embarrass them. To-night I recognise as many old friends around me that I feel as though I belonged to the district, and I propose most heartily "The Prosperity of Taranaki." xyxy=(800,36,940,317)
table-header xyxy=(168,537,318,547)
offertories-text: THE Offertories at the several Services held in the District on Easter Day and the Sunday following, will be given to the Curate as an Easter offering, by order of the Synod. xyxy=(8,438,158,501)
skeet-text-2: Mr SKEET will be in Carlyle on the 20th instant. xyxy=(8,1416,158,1437)
article-paragraph: After a few more remarks, the deputation rose to withdraw. xyxy=(484,1319,634,1341)
article-paragraph: We take the following from the Herald:—A special meeting of the above Board was held on Tuesday, for the purpose of making a report for the Native Commission on action of Land Board with respect to the Waimate Plains. Present—The Chief Commissioner (in the chair), Messrs Standish, Crompton, and Syme. xyxy=(800,359,940,474)
high-water-line: Monday—7.0 a.m., 7.31 p.m. xyxy=(20,115,146,126)
